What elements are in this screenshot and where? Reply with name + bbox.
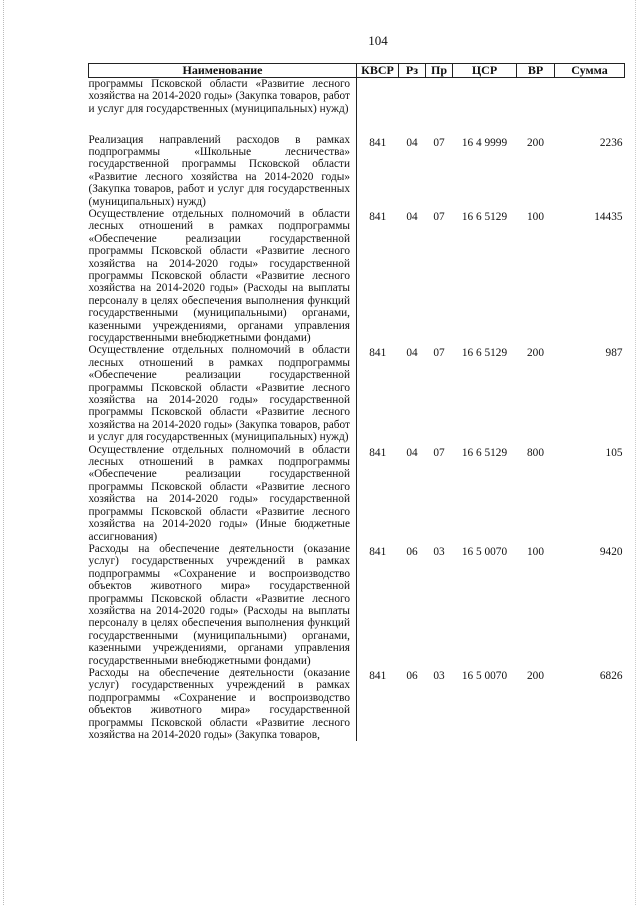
row-vr: 200: [527, 136, 544, 149]
row-sum: 9420: [599, 545, 623, 558]
header-name: Наименование: [89, 64, 357, 78]
table-row: [89, 78, 625, 134]
row-kvsr: 841: [357, 444, 399, 543]
row-name: программы Псковской области «Развитие лесного хозяйства на 2014-2020 годы» (Закупка товаров, работ и услуг для государственных (муниципальных) нужд): [88, 78, 350, 115]
row-vr: 100: [527, 210, 544, 223]
row-csr: 16 5 0070: [461, 545, 508, 558]
row-name: Осуществление отдельных полномочий в области лесных отношений в рамках подпрограммы «Обеспечение реализации государственной программы Псковской области «Развитие лесного хозяйства на 2014-2020 годы» государственной программы Псковской области «Развитие лесного хозяйства на 2014-2020 годы» (Иные бюджетные ассигнования): [88, 443, 350, 543]
row-rz: 04: [406, 347, 418, 360]
row-csr: [453, 78, 517, 134]
row-pr: 03: [433, 545, 445, 558]
scan-edge-right: [635, 0, 637, 905]
row-pr: 07: [433, 446, 445, 459]
row-rz: 06: [406, 669, 418, 682]
row-csr: 16 6 5129: [461, 347, 508, 360]
page-number: 104: [368, 33, 388, 48]
row-rz: [399, 78, 426, 134]
row-pr: [426, 78, 453, 134]
row-kvsr: 841: [357, 134, 399, 208]
table-row: [89, 134, 625, 208]
row-name: Расходы на обеспечение деятельности (оказание услуг) государственных учреждений в рамках подпрограммы «Сохранение и воспроизводство объектов животного мира» государственной программы Псковской области «Развитие лесного хозяйства на 2014-2020 годы» (Расходы на выплаты персоналу в целях обеспечения выполнения функций государственными (муниципальными) органами, казенными учреждениями, органами управления государственными внебюджетными фондами): [88, 542, 350, 667]
table-header-row: [89, 64, 625, 78]
row-pr: 07: [433, 347, 445, 360]
table-row: [89, 543, 625, 667]
row-csr: 16 4 9999: [461, 136, 508, 149]
row-name: Осуществление отдельных полномочий в области лесных отношений в рамках подпрограммы «Обеспечение реализации государственной программы Псковской области «Развитие лесного хозяйства на 2014-2020 годы» государственной программы Псковской области «Развитие лесного хозяйства на 2014-2020 годы» (Расходы на выплаты персоналу в целях обеспечения выполнения функций государственными (муниципальными) органами, казенными учреждениями, органами управления государственными внебюджетными фондами): [88, 207, 350, 344]
row-kvsr: 841: [357, 208, 399, 344]
row-name: Реализация направлений расходов в рамках подпрограммы «Школьные лесничества» государственной программы Псковской области «Развитие лесного хозяйства на 2014-2020 годы» (Закупка товаров, работ и услуг для государственных (муниципальных) нужд): [88, 133, 350, 208]
row-sum: 2236: [599, 136, 623, 149]
row-pr: 07: [433, 136, 445, 149]
row-kvsr: [357, 78, 399, 134]
row-vr: 100: [527, 545, 544, 558]
header-kvsr: КВСР: [357, 64, 399, 78]
row-csr: 16 6 5129: [461, 446, 508, 459]
row-kvsr: 841: [357, 543, 399, 667]
row-vr: 200: [527, 669, 544, 682]
table-row: [89, 667, 625, 741]
header-csr: ЦСР: [453, 64, 517, 78]
row-name: Осуществление отдельных полномочий в области лесных отношений в рамках подпрограммы «Обеспечение реализации государственной программы Псковской области «Развитие лесного хозяйства на 2014-2020 годы» государственной программы Псковской области «Развитие лесного хозяйства на 2014-2020 годы» (Закупка товаров, работ и услуг для государственных (муниципальных) нужд): [88, 344, 350, 444]
row-pr: 07: [433, 210, 445, 223]
row-pr: 03: [433, 669, 445, 682]
budget-table: [88, 63, 625, 741]
header-vr: ВР: [517, 64, 555, 78]
row-kvsr: 841: [357, 667, 399, 741]
row-rz: 04: [406, 446, 418, 459]
row-rz: 06: [406, 545, 418, 558]
row-sum: 987: [605, 347, 623, 360]
row-sum: 6826: [599, 669, 623, 682]
header-sum: Сумма: [555, 64, 625, 78]
row-rz: 04: [406, 210, 418, 223]
row-sum: [555, 78, 625, 134]
row-kvsr: 841: [357, 344, 399, 443]
row-vr: 200: [527, 347, 544, 360]
row-csr: 16 6 5129: [461, 210, 508, 223]
header-pr: Пр: [426, 64, 453, 78]
row-vr: [517, 78, 555, 134]
row-sum: 14435: [594, 210, 623, 223]
scan-edge-left: [3, 0, 5, 905]
row-rz: 04: [406, 136, 418, 149]
header-rz: Рз: [399, 64, 426, 78]
table-row: [89, 208, 625, 344]
row-name: Расходы на обеспечение деятельности (оказание услуг) государственных учреждений в рамках подпрограммы «Сохранение и воспроизводство объектов животного мира» государственной программы Псковской области «Развитие лесного хозяйства на 2014-2020 годы» (Закупка товаров,: [88, 666, 350, 741]
row-vr: 800: [527, 446, 544, 459]
row-csr: 16 5 0070: [461, 669, 508, 682]
row-sum: 105: [605, 446, 623, 459]
table-row: [89, 444, 625, 543]
table-row: [89, 344, 625, 443]
